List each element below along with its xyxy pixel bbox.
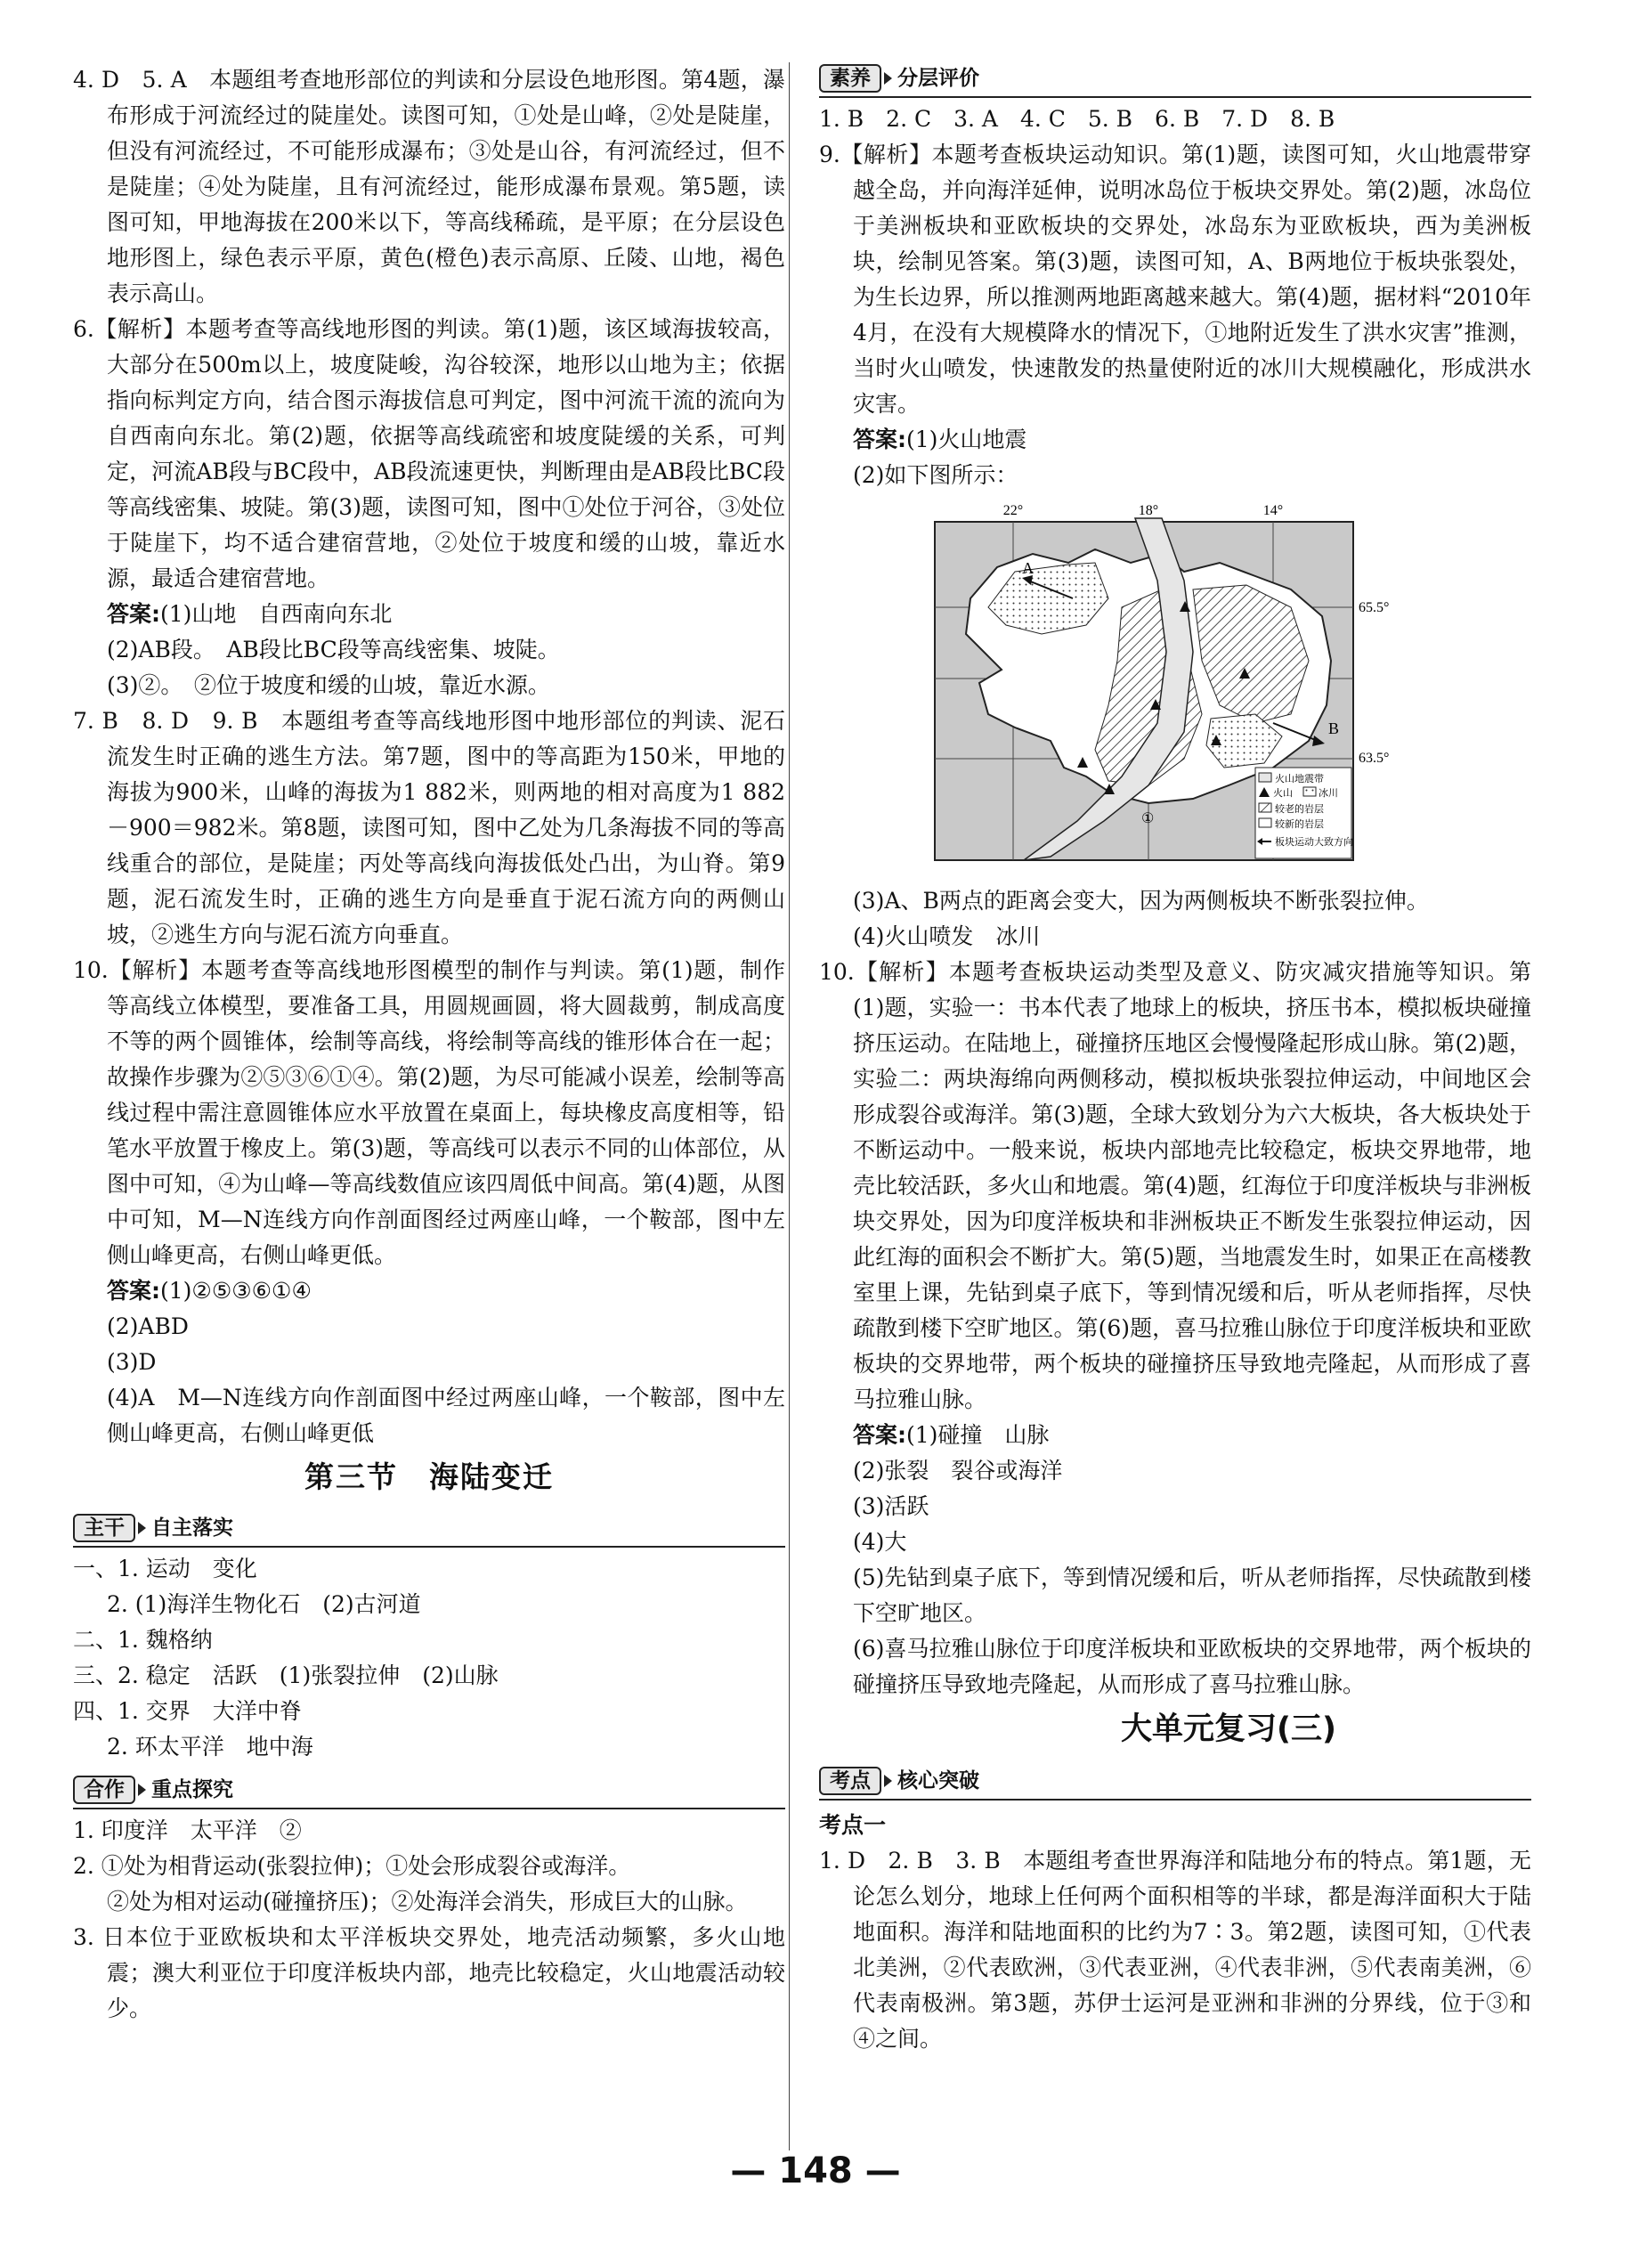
answer-q10-a4: (4)A M—N连线方向作剖面图中经过两座山峰，一个鞍部，图中左侧山峰更高，右侧山峰更低 — [107, 1385, 785, 1446]
answer-q10-line1 — [73, 1273, 785, 1309]
tag-suyang — [819, 62, 1531, 98]
section-title: 第三节 海陆变迁 — [304, 1459, 554, 1494]
answer-q6-a3: (3)②。 ②位于坡度和缓的山坡，靠近水源。 — [107, 672, 550, 698]
s1-line4: 三、2. 稳定 活跃 (1)张裂拉伸 (2)山脉 — [73, 1662, 499, 1688]
answer-label: 答案: — [107, 1278, 160, 1304]
answer-q6-line1 — [73, 597, 785, 632]
r-answer-q10-a6: (6)喜马拉雅山脉位于印度洋板块和亚欧板块的交界地带，两个板块的碰撞挤压导致地壳隆起，从而形成了喜马拉雅山脉。 — [853, 1636, 1531, 1697]
tag-text: 核心突破 — [897, 1769, 979, 1792]
s2-line1: 1. 印度洋 太平洋 ② — [73, 1817, 302, 1843]
tag-text: 自主落实 — [151, 1516, 233, 1540]
tag-box: 合作 — [73, 1776, 135, 1804]
tag-arrow-icon — [884, 1775, 892, 1787]
r-answer-q10-a5: (5)先钻到桌子底下，等到情况缓和后，听从老师指挥，尽快疏散到楼下空旷地区。 — [853, 1565, 1531, 1626]
s1-line2: 2. (1)海洋生物化石 (2)古河道 — [107, 1591, 421, 1617]
column-divider — [789, 62, 790, 2150]
tag-box: 素养 — [819, 64, 881, 93]
r-answer-q9-a2: (2)如下图所示： — [853, 462, 1018, 488]
answer-q10: 10.【解析】本题考查等高线地形图模型的制作与判读。第(1)题，制作等高线立体模型，要准备工具，用圆规画圆，将大圆裁剪，制成高度不等的两个圆锥体，绘制等高线，将绘制等高线的锥形体合在一起；故操作步骤为②⑤③⑥①④。第(2)题，为尽可能减小误差，绘制等高线过程中需注意圆锥体应水平放置在桌面上，每块橡皮高度相等，铅笔水平放置于橡皮上。第(3)题，等高线可以表示不同的山体部位，从图中可知，④为山峰—等高线数值应该四周低中间高。第(4)题，从图中可知，M—N连线方向作剖面图经过两座山峰，一个鞍部，图中左侧山峰更高，右侧山峰更低。 — [73, 957, 785, 1268]
iceland-plate-map — [917, 500, 1416, 874]
right-column — [819, 62, 1531, 2057]
map-legend — [1255, 768, 1353, 858]
lon-label-18: 18° — [1138, 503, 1159, 518]
tag-box: 主干 — [73, 1514, 135, 1542]
answer-q6-a1: (1)山地 自西南向东北 — [160, 601, 393, 627]
answer-label: 答案: — [853, 1422, 906, 1448]
legend-glacier: 冰川 — [1319, 787, 1338, 799]
r-answer-q10-a2: (2)张裂 裂谷或海洋 — [853, 1458, 1063, 1484]
tag-kaodian — [819, 1765, 1531, 1801]
s2-line4: 3. 日本位于亚欧板块和太平洋板块交界处，地壳活动频繁，多火山地震；澳大利亚位于印度洋板块内部，地壳比较稳定，火山地震活动较少。 — [73, 1924, 785, 2021]
answer-q10-a2: (2)ABD — [107, 1313, 189, 1339]
r-answer-q10-a1: (1)碰撞 山脉 — [906, 1422, 1050, 1448]
tag-arrow-icon — [884, 72, 892, 85]
map-svg — [917, 500, 1416, 874]
answer-q10-a1: (1)②⑤③⑥①④ — [160, 1278, 312, 1304]
r-answer-q9-a4: (4)火山喷发 冰川 — [853, 923, 1041, 949]
tag-text: 分层评价 — [897, 67, 979, 90]
tag-hezuo — [73, 1774, 785, 1809]
legend-plate-direction: 板块运动大致方向 — [1275, 836, 1353, 848]
s1-line5: 四、1. 交界 大洋中脊 — [73, 1698, 302, 1724]
legend-volcanic-belt: 火山地震带 — [1275, 773, 1324, 784]
left-column — [73, 62, 785, 2027]
lon-label-22: 22° — [1002, 503, 1024, 518]
kaodian-1-heading: 考点一 — [819, 1812, 887, 1838]
legend-old-rock: 较老的岩层 — [1275, 803, 1324, 815]
r-answer-q9-line1 — [819, 422, 1531, 458]
s1-line1: 一、1. 运动 变化 — [73, 1556, 257, 1581]
legend-volcano: 火山 — [1273, 787, 1293, 799]
tag-arrow-icon — [138, 1784, 146, 1796]
tag-zhugan — [73, 1512, 785, 1548]
tag-box: 考点 — [819, 1767, 881, 1795]
s2-line3: ②处为相对运动(碰撞挤压)；②处海洋会消失，形成巨大的山脉。 — [107, 1889, 748, 1914]
lat-label-65-5: 65.5° — [1359, 600, 1390, 615]
r-mc-answers: 1. B 2. C 3. A 4. C 5. B 6. B 7. D 8. B — [819, 106, 1335, 132]
r-answer-q10-line1 — [819, 1418, 1531, 1453]
r-answer-q9-a1: (1)火山地震 — [906, 427, 1027, 452]
legend-new-rock: 较新的岩层 — [1275, 818, 1324, 830]
unit-review-title: 大单元复习(三) — [1121, 1711, 1336, 1747]
s2-line2: 2. ①处为相背运动(张裂拉伸)；①处会形成裂谷或海洋。 — [73, 1853, 631, 1879]
answer-label: 答案: — [107, 601, 160, 627]
lat-label-63-5: 63.5° — [1359, 751, 1390, 766]
answer-q10-a3: (3)D — [107, 1349, 157, 1375]
answer-q7-9: 7. B 8. D 9. B 本题组考查等高线地形图中地形部位的判读、泥石流发生时正确的逃生方法。第7题，图中的等高距为150米，甲地的海拔为900米，山峰的海拔为1 882米，则两地的相对高度为1 882－900＝982米。第8题，读图可知，图中乙处为几条海拔不同的等高线重合的部位，是陡崖；丙处等高线向海拔低处凸出，为山脊。第9题，泥石流发生时，正确的逃生方向是垂直于泥石流方向的两侧山坡，②逃生方向与泥石流方向垂直。 — [73, 708, 785, 947]
kaodian-1-answers: 1. D 2. B 3. B 本题组考查世界海洋和陆地分布的特点。第1题，无论怎么划分，地球上任何两个面积相等的半球，都是海洋面积大于陆地面积。海洋和陆地面积的比约为7∶3。第2题，读图可知，①代表北美洲，②代表欧洲，③代表亚洲，④代表非洲，⑤代表南美洲，⑥代表南极洲。第3题，苏伊士运河是亚洲和非洲的分界线，位于③和④之间。 — [819, 1848, 1531, 2052]
lon-label-14: 14° — [1262, 503, 1284, 518]
answer-q4-5: 4. D 5. A 本题组考查地形部位的判读和分层设色地形图。第4题，瀑布形成于河流经过的陡崖处。读图可知，①处是山峰，②处是陡崖，但没有河流经过，不可能形成瀑布；③处是山谷，有河流经过，但不是陡崖；④处为陡崖，且有河流经过，能形成瀑布景观。第5题，读图可知，甲地海拔在200米以下，等高线稀疏，是平原；在分层设色地形图上，绿色表示平原，黄色(橙色)表示高原、丘陵、山地，褐色表示高山。 — [73, 67, 785, 306]
r-answer-q9-a3: (3)A、B两点的距离会变大，因为两侧板块不断张裂拉伸。 — [853, 888, 1429, 914]
answer-q6-a2: (2)AB段。 AB段比BC段等高线密集、坡陡。 — [107, 637, 560, 663]
r-answer-q10-a4: (4)大 — [853, 1529, 907, 1555]
map-label-b: B — [1328, 719, 1340, 737]
s1-line3: 二、1. 魏格纳 — [73, 1627, 213, 1653]
page-number: — 148 — — [730, 2150, 901, 2191]
s1-line6: 2. 环太平洋 地中海 — [107, 1734, 313, 1760]
map-label-1: ① — [1141, 811, 1155, 826]
answer-label: 答案: — [853, 427, 906, 452]
tag-text: 重点探究 — [151, 1778, 233, 1801]
r-answer-q10: 10.【解析】本题考查板块运动类型及意义、防灾减灾措施等知识。第(1)题，实验一：书本代表了地球上的板块，挤压书本，模拟板块碰撞挤压运动。在陆地上，碰撞挤压地区会慢慢隆起形成山脉。第(2)题，实验二：两块海绵向两侧移动，模拟板块张裂拉伸运动，中间地区会形成裂谷或海洋。第(3)题，全球大致划分为六大板块，各大板块处于不断运动中。一般来说，板块内部地壳比较稳定，板块交界地带，地壳比较活跃，多火山和地震。第(4)题，红海位于印度洋板块与非洲板块交界处，因为印度洋板块和非洲板块正不断发生张裂拉伸运动，因此红海的面积会不断扩大。第(5)题，当地震发生时，如果正在高楼教室里上课，先钻到桌子底下，等到情况缓和后，听从老师指挥，尽快疏散到楼下空旷地区。第(6)题，喜马拉雅山脉位于印度洋板块和亚欧板块的交界地带，两个板块的碰撞挤压导致地壳隆起，从而形成了喜马拉雅山脉。 — [819, 959, 1531, 1412]
tag-arrow-icon — [138, 1522, 146, 1534]
r-answer-q9: 9.【解析】本题考查板块运动知识。第(1)题，读图可知，火山地震带穿越全岛，并向海洋延伸，说明冰岛位于板块交界处。第(2)题，冰岛位于美洲板块和亚欧板块的交界处，冰岛东为亚欧板块，西为美洲板块，绘制见答案。第(3)题，读图可知，A、B两地位于板块张裂处，为生长边界，所以推测两地距离越来越大。第(4)题，据材料“2010年4月，在没有大规模降水的情况下，①地附近发生了洪水灾害”推测，当时火山喷发，快速散发的热量使附近的冰川大规模融化，形成洪水灾害。 — [819, 142, 1531, 417]
answer-q6: 6.【解析】本题考查等高线地形图的判读。第(1)题，该区域海拔较高，大部分在500m以上，坡度陡峻，沟谷较深，地形以山地为主；依据指向标判定方向，结合图示海拔信息可判定，图中河流干流的流向为自西南向东北。第(2)题，依据等高线疏密和坡度陡缓的关系，可判定，河流AB段与BC段中，AB段流速更快，判断理由是AB段比BC段等高线密集、坡陡。第(3)题，读图可知，图中①处位于河谷，③处位于陡崖下，均不适合建宿营地，②处位于坡度和缓的山坡，靠近水源，最适合建宿营地。 — [73, 316, 785, 591]
r-answer-q10-a3: (3)活跃 — [853, 1493, 929, 1519]
map-label-a: A — [1022, 559, 1034, 577]
